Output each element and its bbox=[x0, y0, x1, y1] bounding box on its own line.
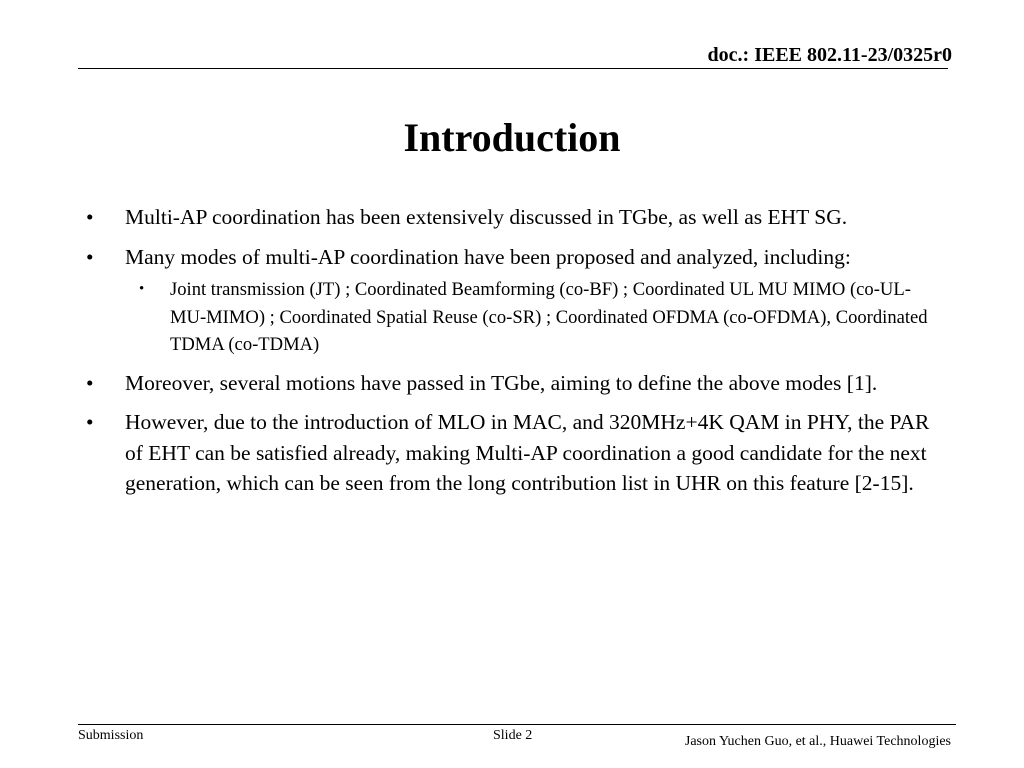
slide-title: Introduction bbox=[403, 115, 621, 160]
bullet-marker: • bbox=[86, 205, 94, 229]
footer-divider bbox=[78, 724, 956, 725]
bullet-text: Moreover, several motions have passed in TGbe, aiming to define the above modes [1]. bbox=[125, 370, 878, 395]
sub-bullet-text: Joint transmission (JT) ; Coordinated Beamforming (co-BF) ; Coordinated UL MU MIMO (co-UL-MU-MIMO) ; Coordinated Spatial Reuse (co-SR) ; Coordinated OFDMA (co-OFDMA), Coordinated TDMA (co-TDMA) bbox=[170, 279, 928, 355]
bullet-text: Multi-AP coordination has been extensively discussed in TGbe, as well as EHT SG. bbox=[125, 205, 848, 229]
bullet-item bbox=[86, 242, 946, 359]
footer-submission: Submission bbox=[78, 728, 144, 743]
bullet-text: Many modes of multi-AP coordination have been proposed and analyzed, including: bbox=[125, 244, 851, 269]
bullet-item bbox=[86, 368, 946, 399]
bullet-item bbox=[86, 202, 946, 233]
header-divider bbox=[78, 68, 948, 69]
footer-slide-number: Slide 2 bbox=[493, 728, 533, 743]
bullet-list bbox=[86, 202, 946, 508]
bullet-marker: • bbox=[86, 370, 94, 395]
bullet-item bbox=[86, 407, 946, 499]
document-id: doc.: IEEE 802.11-23/0325r0 bbox=[707, 44, 952, 66]
sub-bullet-list bbox=[125, 276, 946, 359]
bullet-text: However, due to the introduction of MLO in MAC, and 320MHz+4K QAM in PHY, the PAR of EHT can be satisfied already, making Multi-AP coordination a good candidate for the next generation, which can be seen from the long contribution list in UHR on this feature [2-15]. bbox=[125, 410, 930, 495]
footer-author: Jason Yuchen Guo, et al., Huawei Technologies bbox=[684, 734, 951, 749]
bullet-marker: • bbox=[86, 410, 94, 434]
bullet-marker: • bbox=[86, 244, 94, 269]
sub-bullet-marker: • bbox=[139, 281, 145, 297]
sub-bullet-item bbox=[125, 276, 946, 359]
